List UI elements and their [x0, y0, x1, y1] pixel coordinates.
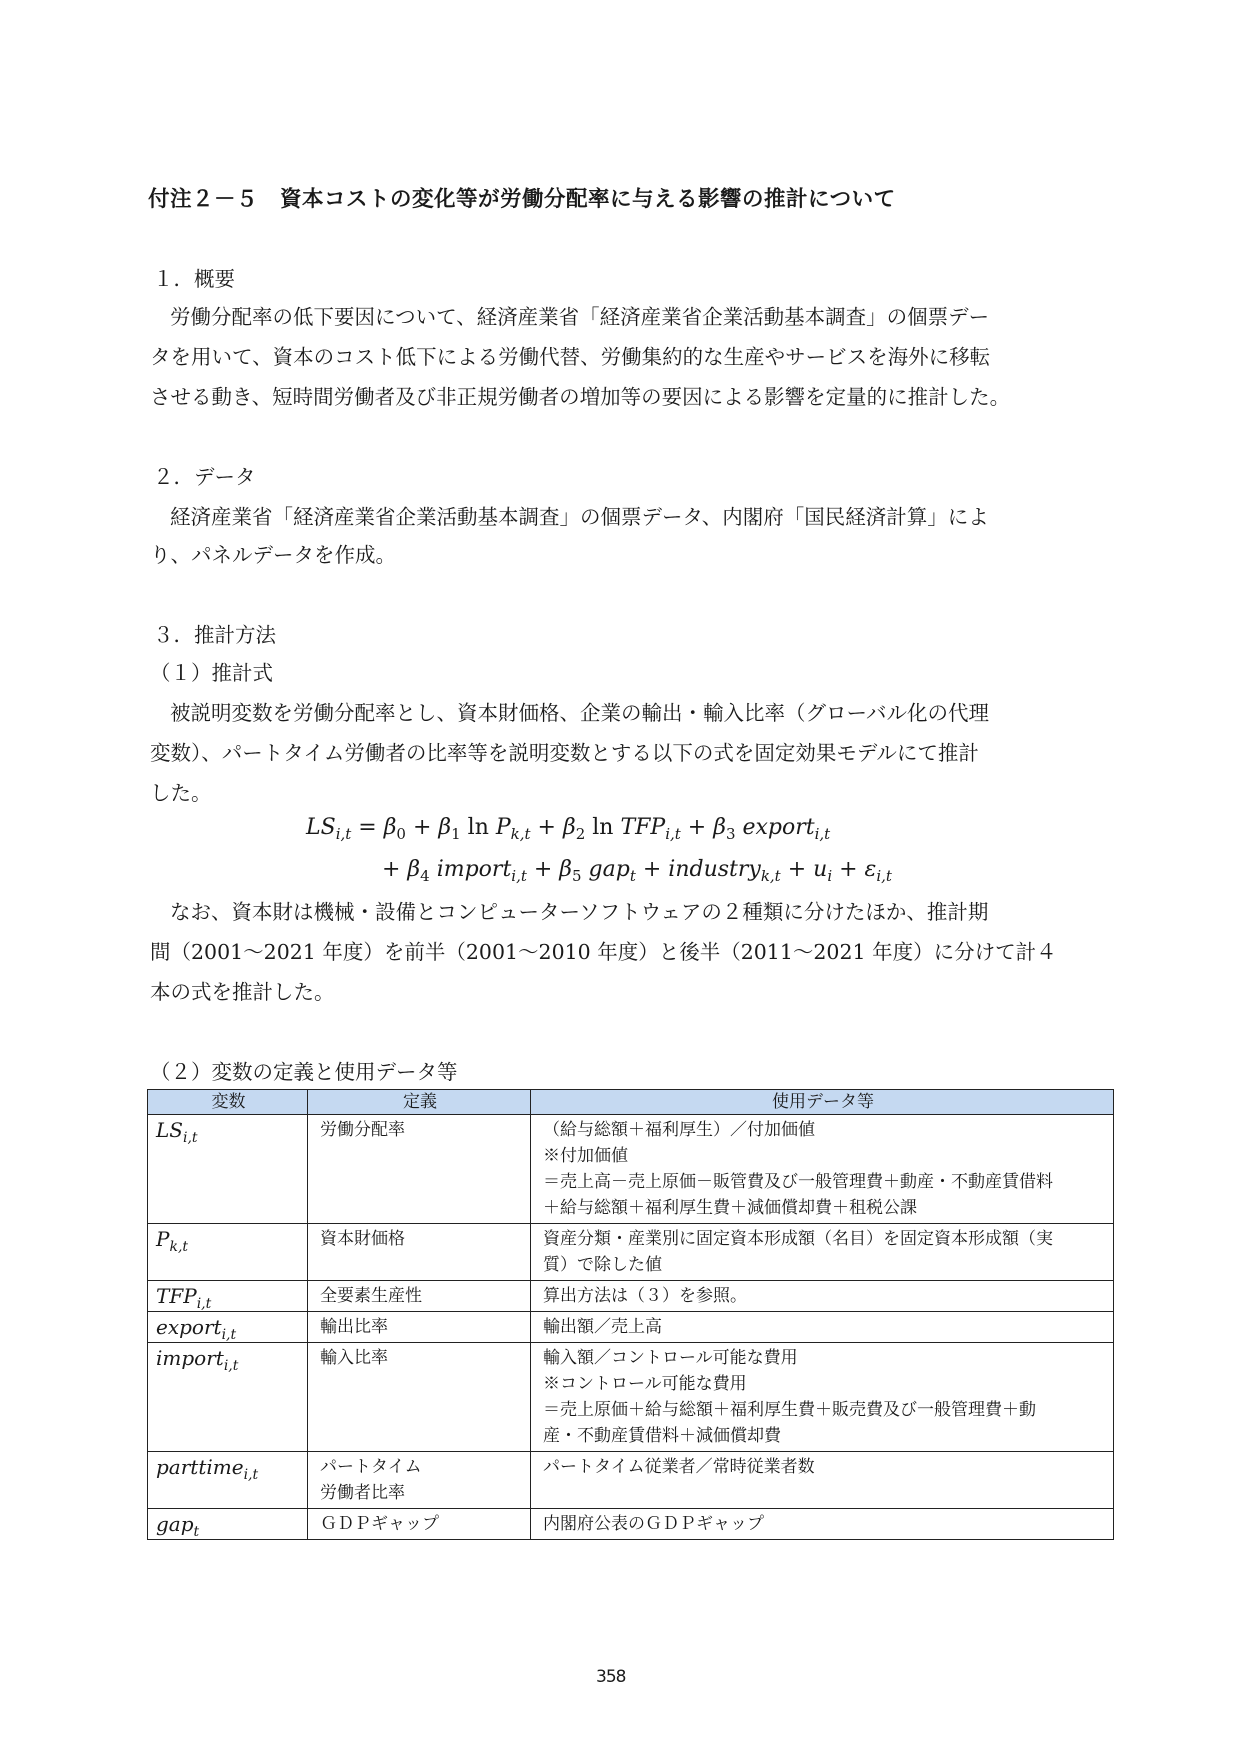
- definition-cell: [308, 1343, 531, 1452]
- equation-line-1: $LS_{i,t} = \beta_0 + \beta_1$ $\ln P_{k,t} + \beta_2$ $\ln TFP_{i,t} + \beta_3$ export$_{i,t}$: [306, 815, 831, 843]
- definition-cell: [308, 1281, 531, 1312]
- data-source-cell: [531, 1343, 1114, 1452]
- section-1-line: タを用いて、資本のコスト低下による労働代替、労働集約的な生産やサービスを海外に移転: [150, 345, 991, 369]
- section-1-heading: １．概要: [153, 267, 235, 291]
- variable-symbol: [148, 1115, 308, 1224]
- variable-symbol: [148, 1343, 308, 1452]
- variable-name: LS: [156, 1118, 183, 1142]
- data-source-text: パートタイム従業者／常時従業者数: [543, 1457, 815, 1477]
- variables-table: [147, 1089, 1114, 1540]
- section-2-line: 経済産業省「経済産業省企業活動基本調査」の個票データ、内閣府「国民経済計算」によ: [170, 505, 989, 529]
- table-row: [148, 1452, 1114, 1509]
- table-header-cell: 変数: [148, 1090, 308, 1115]
- table-header-cell: 定義: [308, 1090, 531, 1115]
- data-source-cell: [531, 1115, 1114, 1224]
- variable-subscript: i,t: [221, 1327, 237, 1343]
- equation-line-2: + $\beta_4$ import$_{i,t}$ + $\beta_5$ gap$_t$ + industry$_{k,t}$ + $u_i + \varepsilon_{i,t}$: [382, 857, 892, 885]
- page-number: 358: [596, 1667, 626, 1687]
- definition-text: パートタイム: [320, 1457, 422, 1477]
- data-source-cell: [531, 1281, 1114, 1312]
- table-row: [148, 1224, 1114, 1281]
- definition-text: 労働者比率: [320, 1483, 405, 1503]
- table-header-row: [148, 1090, 1114, 1115]
- section-1-line: 労働分配率の低下要因について、経済産業省「経済産業省企業活動基本調査」の個票デー: [170, 305, 990, 329]
- data-source-text: 算出方法は（３）を参照。: [543, 1286, 747, 1306]
- definition-cell: [308, 1452, 531, 1509]
- definition-text: 全要素生産性: [320, 1286, 422, 1306]
- note-line: なお、資本財は機械・設備とコンピューターソフトウェアの２種類に分けたほか、推計期: [170, 900, 989, 924]
- data-source-text: ※コントロール可能な費用: [543, 1374, 747, 1394]
- variable-symbol: [148, 1224, 308, 1281]
- data-source-text: 輸出額／売上高: [543, 1317, 662, 1337]
- variable-symbol: [148, 1452, 308, 1509]
- definition-text: 輸入比率: [320, 1348, 388, 1368]
- variable-symbol: [148, 1509, 308, 1540]
- section-2-heading: ２．データ: [153, 465, 256, 489]
- variable-subscript: i,t: [196, 1296, 212, 1312]
- data-source-text: 輸入額／コントロール可能な費用: [543, 1348, 798, 1368]
- definition-cell: [308, 1115, 531, 1224]
- variable-name: parttime: [156, 1455, 244, 1479]
- section-2-line: り、パネルデータを作成。: [150, 543, 396, 567]
- section-1-line: させる動き、短時間労働者及び非正規労働者の増加等の要因による影響を定量的に推計した。: [150, 385, 1011, 409]
- variable-name: import: [156, 1346, 224, 1370]
- data-source-cell: [531, 1452, 1114, 1509]
- data-source-text: ※付加価値: [543, 1146, 628, 1166]
- definition-text: 労働分配率: [320, 1120, 405, 1140]
- table-row: [148, 1281, 1114, 1312]
- variable-subscript: i,t: [223, 1358, 239, 1374]
- section-3-line: 変数）、パートタイム労働者の比率等を説明変数とする以下の式を固定効果モデルにて推計: [150, 741, 979, 765]
- variable-symbol: [148, 1312, 308, 1343]
- variable-subscript: k,t: [169, 1239, 189, 1255]
- table-row: [148, 1343, 1114, 1452]
- table-row: [148, 1509, 1114, 1540]
- section-3-heading: ３．推計方法: [153, 623, 276, 647]
- note-line: 本の式を推計した。: [150, 980, 335, 1004]
- variable-symbol: [148, 1281, 308, 1312]
- note-line: 間（2001～2021 年度）を前半（2001～2010 年度）と後半（2011～2021 年度）に分けて計４: [150, 940, 1057, 964]
- definition-cell: [308, 1224, 531, 1281]
- definition-text: 資本財価格: [320, 1229, 405, 1249]
- definition-cell: [308, 1509, 531, 1540]
- data-source-cell: [531, 1509, 1114, 1540]
- table-header-cell: 使用データ等: [531, 1090, 1114, 1115]
- data-source-text: 質）で除した値: [543, 1255, 662, 1275]
- data-source-text: ＝売上原価＋給与総額＋福利厚生費＋販売費及び一般管理費＋動: [543, 1400, 1036, 1420]
- section-3-subheading-2: （２）変数の定義と使用データ等: [150, 1060, 458, 1084]
- table-row: [148, 1312, 1114, 1343]
- data-source-text: ＋給与総額＋福利厚生費＋減価償却費＋租税公課: [543, 1198, 917, 1218]
- data-source-text: 産・不動産賃借料＋減価償却費: [543, 1426, 781, 1446]
- variable-name: export: [156, 1315, 222, 1339]
- definition-cell: [308, 1312, 531, 1343]
- data-source-cell: [531, 1224, 1114, 1281]
- section-3-line: した。: [150, 781, 212, 805]
- variable-name: P: [156, 1227, 170, 1251]
- page-title: 付注２－５ 資本コストの変化等が労働分配率に与える影響の推計について: [148, 187, 896, 212]
- variable-name: gap: [156, 1512, 194, 1536]
- table-row: [148, 1115, 1114, 1224]
- section-3-subheading: （１）推計式: [150, 661, 273, 685]
- data-source-cell: [531, 1312, 1114, 1343]
- variable-subscript: t: [193, 1524, 200, 1540]
- definition-text: 輸出比率: [320, 1317, 388, 1337]
- data-source-text: 内閣府公表のＧＤＰギャップ: [543, 1514, 764, 1534]
- variable-subscript: i,t: [243, 1467, 259, 1483]
- definition-text: ＧＤＰギャップ: [320, 1514, 439, 1534]
- data-source-text: ＝売上高－売上原価－販管費及び一般管理費＋動産・不動産賃借料: [543, 1172, 1053, 1192]
- variable-name: TFP: [156, 1284, 197, 1308]
- variable-subscript: i,t: [182, 1130, 198, 1146]
- data-source-text: 資産分類・産業別に固定資本形成額（名目）を固定資本形成額（実: [543, 1229, 1053, 1249]
- section-3-line: 被説明変数を労働分配率とし、資本財価格、企業の輸出・輸入比率（グローバル化の代理: [170, 701, 989, 725]
- data-source-text: （給与総額＋福利厚生）／付加価値: [543, 1120, 815, 1140]
